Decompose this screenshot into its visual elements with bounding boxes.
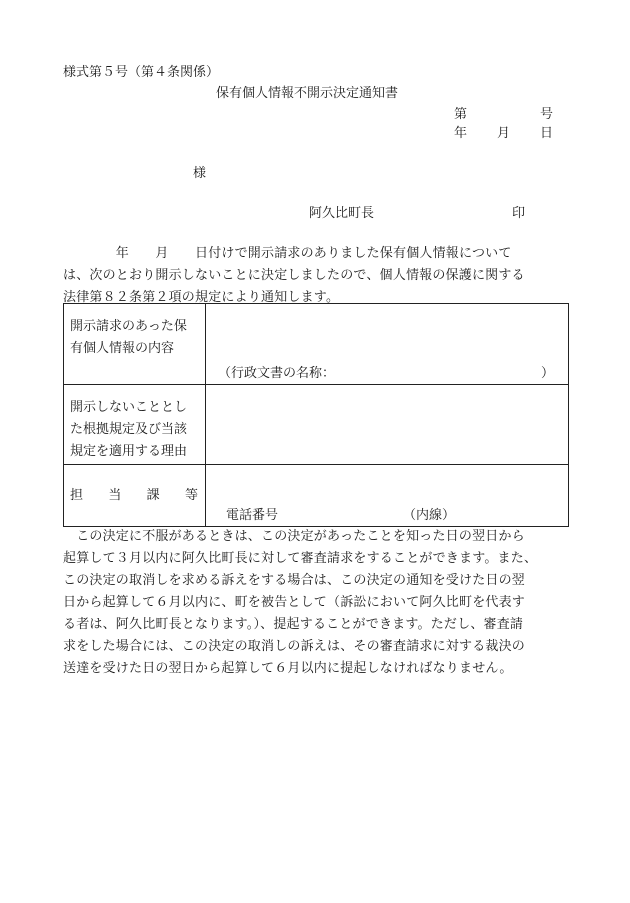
sender-name: 阿久比町長: [309, 206, 375, 221]
label-line: 開示請求のあった保: [70, 319, 187, 334]
label-cell-reason: [64, 385, 206, 465]
doc-name-close: ）: [541, 366, 555, 381]
value-cell-content: [206, 304, 569, 385]
intro-line-2: は、次のとおり開示しないことに決定しましたので、個人情報の保護に関する: [63, 268, 525, 283]
label-line: 開示しないこととし: [70, 400, 188, 415]
reference-go: 号: [540, 107, 554, 122]
decision-table: [63, 303, 569, 527]
notice-line: この決定に不服があるときは、この決定があったことを知った日の翌日から: [63, 529, 525, 544]
label-line: 有個人情報の内容: [70, 341, 175, 356]
appeal-notice: [63, 526, 569, 680]
label-cell-contact: [64, 465, 206, 527]
phone-label: 電話番号: [226, 508, 279, 523]
label-line: た根拠規定及び当該: [70, 422, 188, 437]
document-title: 保有個人情報不開示決定通知書: [216, 86, 399, 101]
value-cell-reason: [206, 385, 569, 465]
date-tsuki: 月: [497, 126, 511, 141]
intro-paragraph: [63, 243, 569, 309]
notice-line: この決定の取消しを求める訴えをする場合は、この決定の通知を受けた日の翌: [63, 573, 526, 588]
seal-mark: 印: [512, 206, 526, 221]
form-number: 様式第５号（第４条関係）: [63, 65, 220, 80]
table-row-contact: [64, 465, 569, 527]
notice-line: 日から起算して６月以内に、町を被告として（訴訟において阿久比町を代表す: [63, 595, 526, 610]
value-cell-contact: [206, 465, 569, 527]
doc-name-label: （行政文書の名称：: [218, 366, 336, 381]
extension-label: （内線）: [403, 508, 456, 523]
notice-line: る者は、阿久比町長となります。）、提起することができます。ただし、審査請: [63, 617, 524, 632]
addressee-sama: 様: [193, 166, 207, 181]
label-cell-content: [64, 304, 206, 385]
intro-line-3: 法律第８２条第２項の規定により通知します。: [63, 290, 340, 305]
table-row-content: [64, 304, 569, 385]
label-department: 担 当 課 等: [70, 488, 198, 503]
date-hi: 日: [540, 126, 554, 141]
notice-line: 求をした場合には、この決定の取消しの訴えは、その審査請求に対する裁決の: [63, 639, 526, 654]
notice-line: 起算して３月以内に阿久比町長に対して審査請求をすることができます。また、: [63, 551, 538, 566]
label-line: 規定を適用する理由: [70, 444, 188, 459]
table-row-reason: [64, 385, 569, 465]
label-requested-info: [70, 316, 187, 360]
intro-line-1: 年 月 日付けで開示請求のありました保有個人情報について: [63, 246, 512, 261]
reference-dai: 第: [454, 107, 468, 122]
notice-line: 送達を受けた日の翌日から起算して６月以内に提起しなければなりません。: [63, 661, 513, 676]
date-nen: 年: [454, 126, 468, 141]
label-nondisclosure-reason: [70, 397, 187, 463]
